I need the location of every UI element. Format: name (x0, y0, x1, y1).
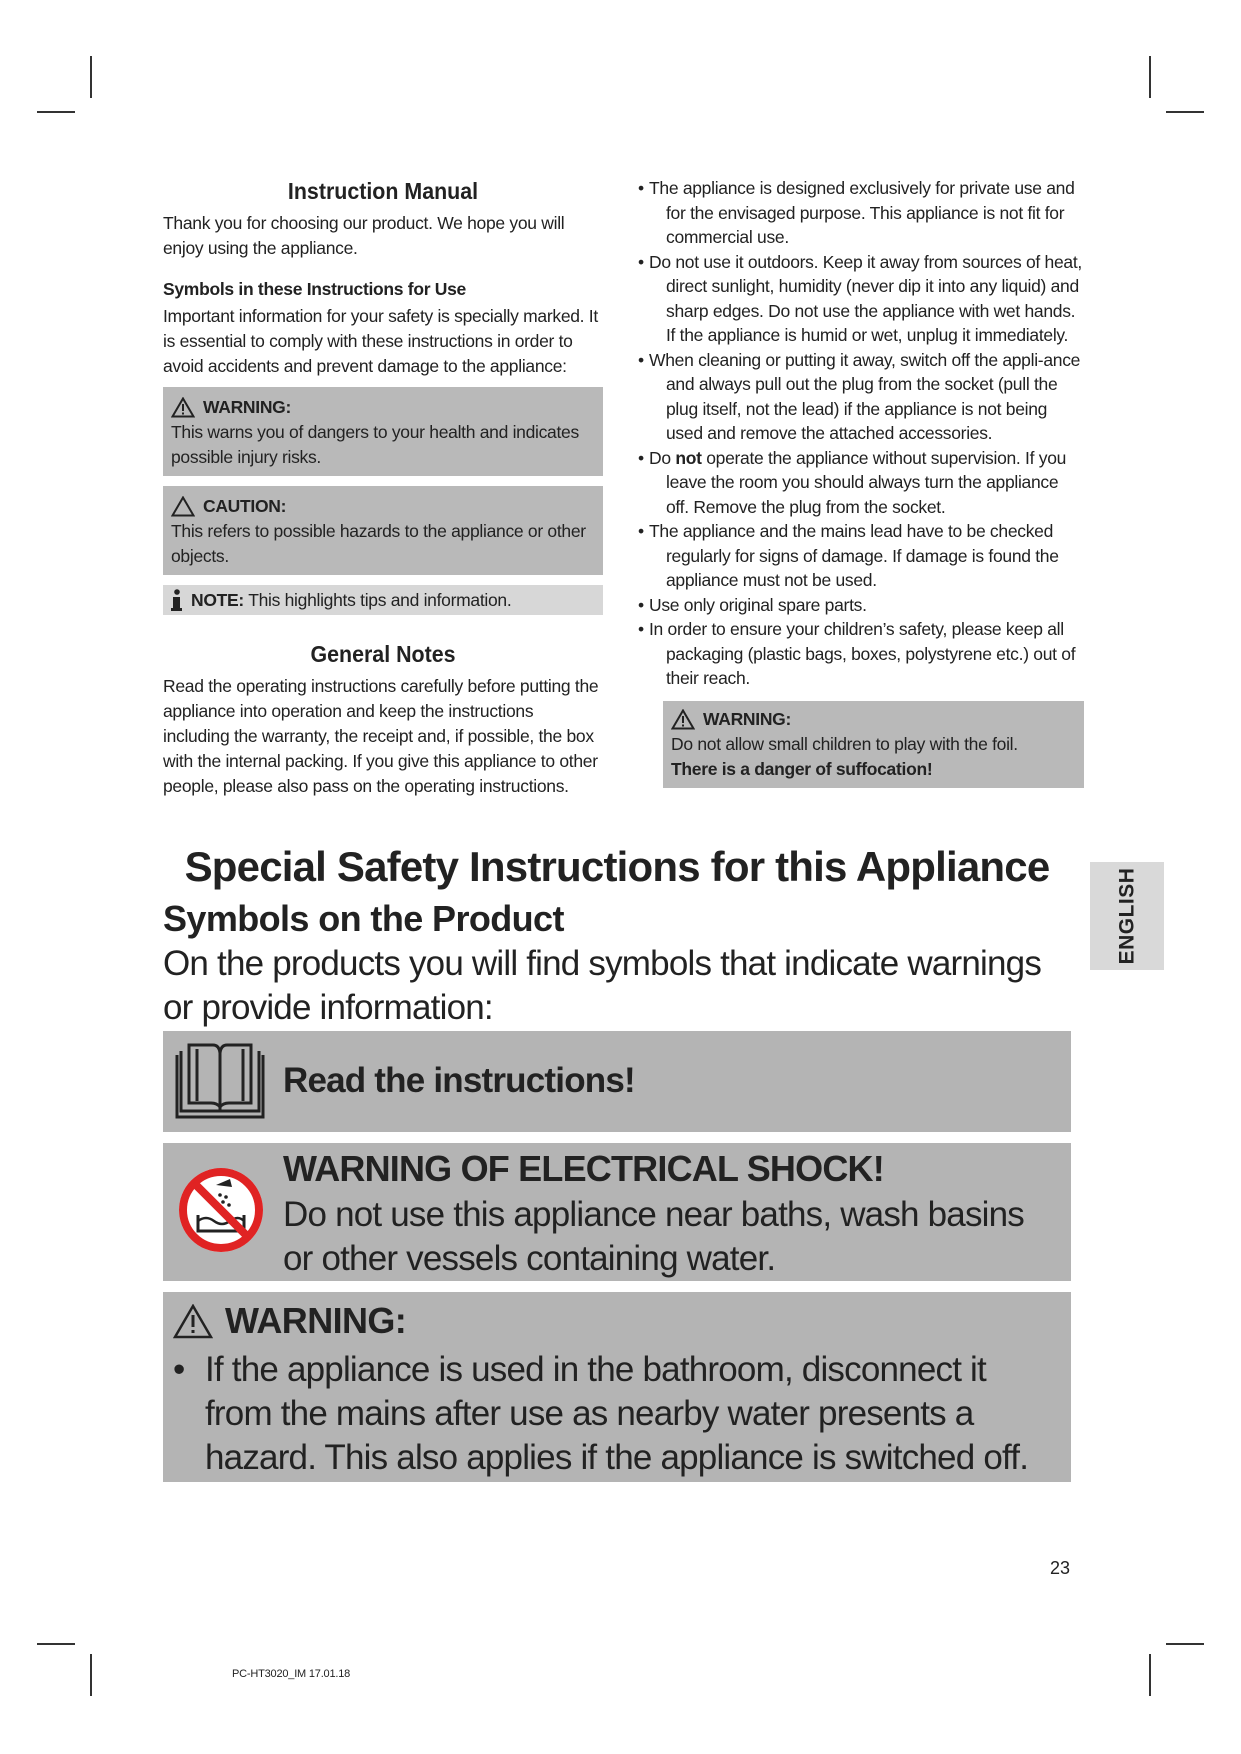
footer-code: PC-HT3020_IM 17.01.18 (232, 1668, 351, 1680)
safety-bullet-list (638, 176, 1084, 691)
list-item: • In order to ensure your children’s safety, please keep all packaging (plastic bags, boxes, polystyrene etc.) out of their reach. (638, 617, 1084, 691)
symbols-heading: Symbols in these Instructions for Use (163, 279, 466, 299)
instruction-manual-heading: Instruction Manual (287, 178, 479, 204)
bathroom-warning-text: If the appliance is used in the bathroom, disconnect it from the mains after use as nearby water presents a hazard. This also applies if the appliance is switched off. (205, 1350, 1029, 1477)
note-box (163, 585, 603, 615)
read-instructions-box (163, 1031, 1071, 1132)
crop-mark (37, 1643, 75, 1645)
caution-triangle-icon (171, 496, 195, 517)
language-label: ENGLISH (1115, 867, 1138, 965)
read-instructions-text: Read the instructions! (283, 1061, 635, 1100)
note-label: NOTE: (191, 590, 244, 610)
book-icon (173, 1041, 267, 1123)
suffocation-warning: There is a danger of suffocation! (671, 758, 933, 779)
special-safety-title: Special Safety Instructions for this Appliance (184, 843, 1050, 890)
list-item: • The appliance and the mains lead have to be checked regularly for signs of damage. If damage is found the appliance must not be used. (638, 519, 1084, 593)
bathroom-warning-box (163, 1292, 1071, 1482)
bullet: • (173, 1350, 185, 1389)
warning-title: WARNING: (703, 708, 792, 729)
list-item: • Use only original spare parts. (638, 593, 1084, 618)
warning-text: Do not allow small children to play with the foil. (671, 733, 1018, 754)
no-water-icon (176, 1165, 266, 1255)
symbols-intro: On the products you will find symbols that indicate warnings or provide information: (163, 944, 1042, 1027)
list-item: • Do not operate the appliance without supervision. If you leave the room you should always turn the appliance off. Remove the plug from the socket. (638, 446, 1084, 520)
right-column (638, 176, 1084, 788)
list-item: • The appliance is designed exclusively for private use and for the envisaged purpose. This appliance is not fit for commercial use. (638, 176, 1084, 250)
crop-mark (1149, 1654, 1151, 1696)
warning-triangle-icon (671, 709, 695, 730)
intro-text: Thank you for choosing our product. We hope you will enjoy using the appliance. (163, 213, 565, 258)
page-number: 23 (1050, 1558, 1071, 1578)
warning-text: This warns you of dangers to your health and indicates possible injury risks. (171, 422, 579, 467)
caution-title: CAUTION: (203, 496, 287, 516)
caution-text: This refers to possible hazards to the appliance or other objects. (171, 521, 586, 566)
symbols-on-product-title: Symbols on the Product (163, 898, 564, 939)
list-item: • Do not use it outdoors. Keep it away from sources of heat, direct sunlight, humidity (never dip it into any liquid) and sharp edges. Do not use the appliance with wet hands. If the appliance is humid or wet, unplug it immediately. (638, 250, 1084, 348)
electrical-shock-text: Do not use this appliance near baths, wash basins or other vessels containing water. (283, 1195, 1025, 1278)
crop-mark (37, 111, 75, 113)
warning-triangle-icon (171, 397, 195, 418)
list-item: • When cleaning or putting it away, switch off the appli-ance and always pull out the plug from the socket (pull the plug itself, not the lead) if the appliance is not being used and remove the attached accessories. (638, 348, 1084, 446)
electrical-shock-title: WARNING OF ELECTRICAL SHOCK! (283, 1148, 884, 1189)
crop-mark (90, 1654, 92, 1696)
caution-box (163, 486, 603, 575)
foil-warning-box (663, 701, 1084, 788)
warning-triangle-icon (173, 1304, 213, 1339)
warning-title: WARNING: (203, 397, 292, 417)
crop-mark (90, 56, 92, 98)
crop-mark (1166, 111, 1204, 113)
electrical-shock-box (163, 1143, 1071, 1281)
left-column (163, 178, 603, 799)
language-tab (1090, 862, 1164, 970)
crop-mark (1149, 56, 1151, 98)
symbols-text: Important information for your safety is specially marked. It is essential to comply with these instructions in order to avoid accidents and prevent damage to the appliance: (163, 306, 598, 376)
bathroom-warning-title: WARNING: (225, 1300, 407, 1341)
warning-box (163, 387, 603, 476)
general-notes-heading: General Notes (310, 641, 456, 667)
general-notes-text: Read the operating instructions carefully before putting the appliance into operation and keep the instructions including the warranty, the receipt and, if possible, the box with the internal packing. If you give this appliance to other people, please also pass on the operating instructions. (163, 676, 599, 796)
info-icon (171, 589, 183, 611)
note-text: This highlights tips and information. (248, 590, 512, 610)
crop-mark (1166, 1643, 1204, 1645)
